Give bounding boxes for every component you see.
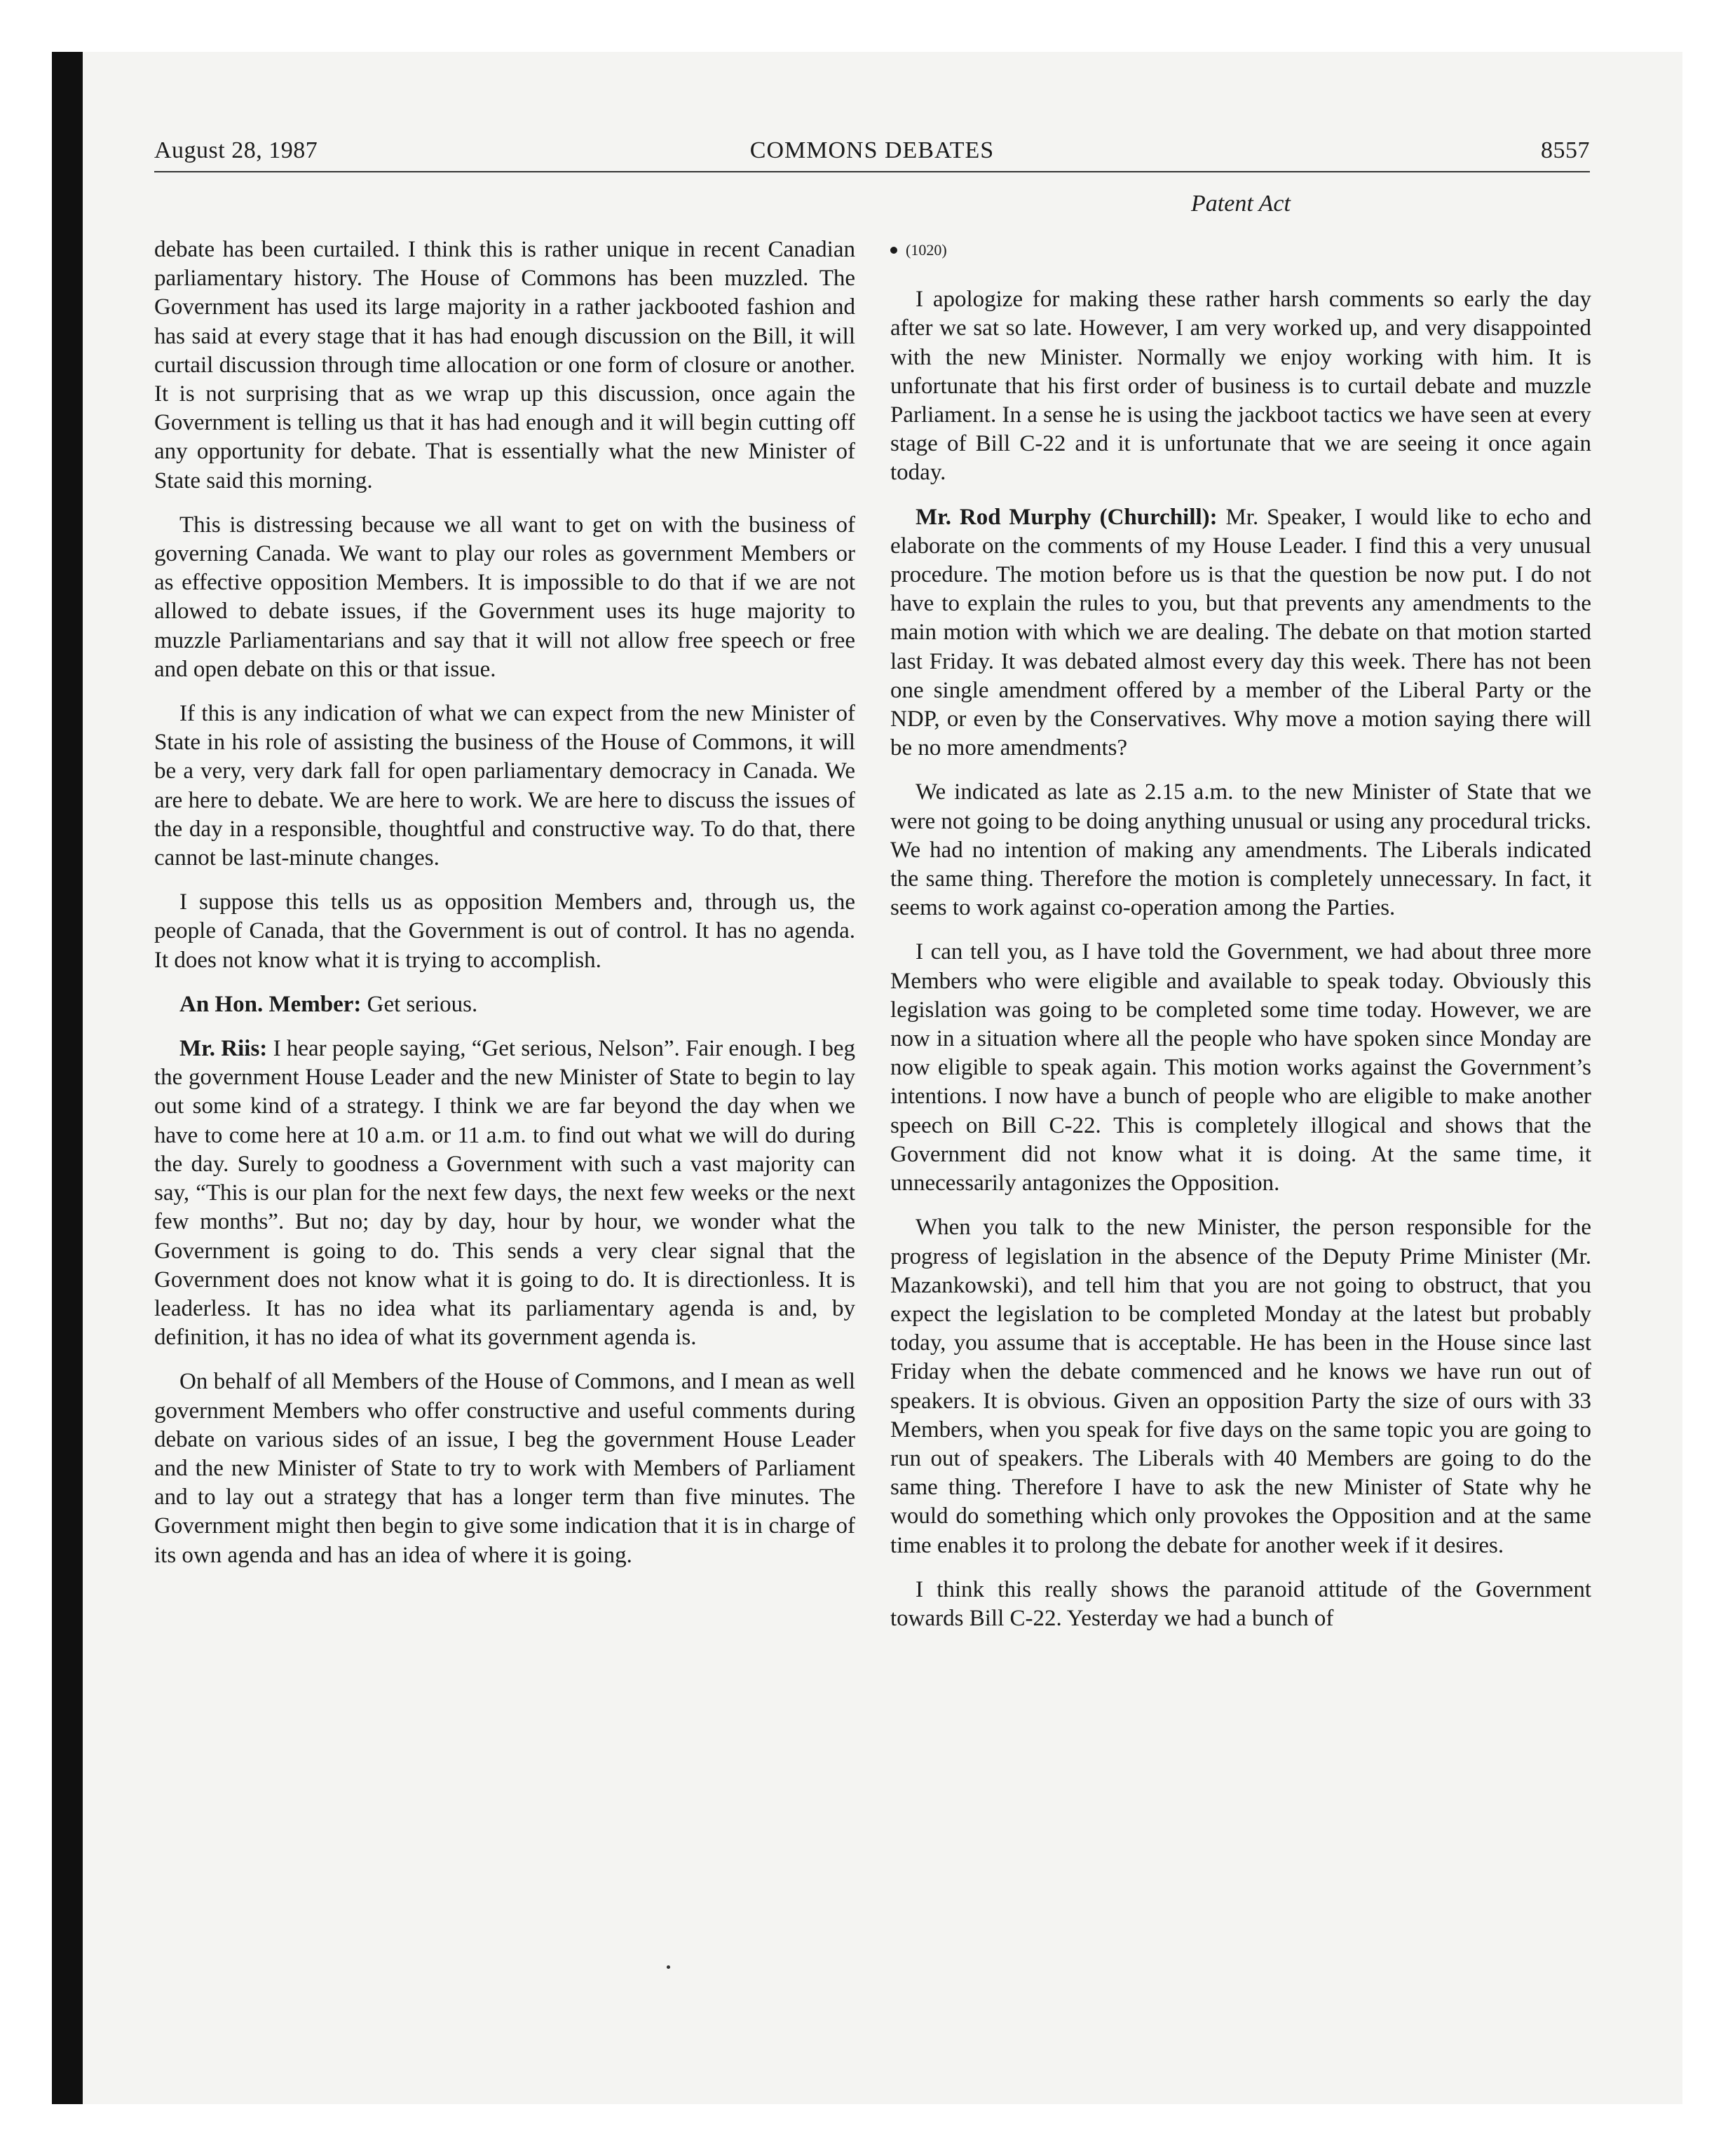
timestamp-marker — [890, 236, 1591, 264]
left-column — [154, 236, 855, 1585]
scan-speck — [667, 1965, 670, 1969]
speech-paragraph — [154, 990, 855, 1019]
running-subject: Patent Act — [1191, 191, 1291, 217]
speech-text: Get serious. — [361, 991, 478, 1017]
paragraph: If this is any indication of what we can expect from the new Minister of State in his role of assisting the business of the House of Commons, it will be a very, very dark fall for open parliamentary democracy in Canada. We are here to debate. We are here to work. We are here to discuss the issues of the day in a responsible, thoughtful and constructive way. To do that, there cannot be last-minute changes. — [154, 701, 855, 871]
page-header — [154, 137, 1590, 170]
header-page-number: 8557 — [1541, 137, 1590, 163]
paragraph: I think this really shows the paranoid attitude of the Government towards Bill C-22. Yesterday we had a bunch of — [890, 1576, 1591, 1631]
header-rule — [154, 171, 1590, 172]
bullet-icon — [890, 247, 897, 254]
paragraph: This is distressing because we all want to get on with the business of governing Canada. We want to play our roles as government Members or as effective opposition Members. It is impossible to do that if we are not allowed to debate issues, if the Government uses its huge majority to muzzle Parliamentarians and say that it will not allow free speech or free and open debate on this or that issue. — [154, 512, 855, 682]
right-column — [890, 236, 1591, 1649]
paragraph: When you talk to the new Minister, the person responsible for the progress of legislation in the absence of the Deputy Prime Minister (Mr. Mazankowski), and tell him that you are not going to obstruct, that you expect the legislation to be completed Monday at the latest but probably today, you assume that is acceptable. He has been in the House since last Friday when the debate commenced and he knows we have run out of speakers. It is obvious. Given an opposition Party the size of ours with 33 Members, when you speak for five days on the same topic you are going to run out of speakers. The Liberals with 40 Members are going to do the same thing. Therefore I have to ask the new Minister of State why he would do something which only provokes the Opposition and at the same time enables it to prolong the debate for another week if it desires. — [890, 1215, 1591, 1558]
speaker-name: Mr. Rod Murphy (Churchill): — [916, 504, 1218, 530]
speech-text: Mr. Speaker, I would like to echo and elaborate on the comments of my House Leader. I find this a very unusual procedure. The motion before us is that the question be now put. I do not have to explain the rules to you, but that prevents any amendments to the main motion with which we are dealing. The debate on that motion started last Friday. It was debated almost every day this week. There has not been one single amendment offered by a member of the Liberal Party or the NDP, or even by the Conservatives. Why move a motion saying there will be no more amendments? — [890, 504, 1591, 761]
paragraph: On behalf of all Members of the House of Commons, and I mean as well government Members who offer constructive and useful comments during debate on various sides of an issue, I beg the government House Leader and the new Minister of State to try to work with Members of Parliament and to lay out a strategy that has a longer term than five minutes. The Government might then begin to give some indication that it is in charge of its own agenda and has an idea of where it is going. — [154, 1369, 855, 1568]
paragraph: We indicated as late as 2.15 a.m. to the new Minister of State that we were not going to be doing anything unusual or using any procedural tricks. We had no intention of making any amendments. The Liberals indicated the same thing. Therefore the motion is completely unnecessary. In fact, it seems to work against co-operation among the Parties. — [890, 779, 1591, 921]
scan-edge-bar — [52, 52, 83, 2104]
speech-paragraph — [890, 503, 1591, 763]
paragraph: I suppose this tells us as opposition Members and, through us, the people of Canada, that the Government is out of control. It has no agenda. It does not know what it is trying to accomplish. — [154, 889, 855, 973]
speech-text: I hear people saying, “Get serious, Nelson”. Fair enough. I beg the government House Leader and the new Minister of State to begin to lay out some kind of a strategy. I think we are far beyond the day when we have to come here at 10 a.m. or 11 a.m. to find out what we will do during the day. Surely to goodness a Government with such a vast majority can say, “This is our plan for the next few days, the next few weeks or the next few months”. But no; day by day, hour by hour, we wonder what the Government is going to do. This sends a very clear signal that the Government does not know what it is going to do. It is directionless. It is leaderless. It has no idea what its parliamentary agenda is and, by definition, it has no idea of what its government agenda is. — [154, 1036, 856, 1351]
paragraph: I apologize for making these rather harsh comments so early the day after we sat so late. However, I am very worked up, and very disappointed with the new Minister. Normally we enjoy working with him. It is unfortunate that his first order of business is to curtail debate and muzzle Parliament. In a sense he is using the jackboot tactics we have seen at every stage of Bill C-22 and it is unfortunate that we are seeing it once again today. — [890, 287, 1591, 486]
paragraph: I can tell you, as I have told the Government, we had about three more Members who were eligible and available to speak today. Obviously this legislation was going to be completed some time today. However, we are now in a situation where all the people who have spoken since Monday are now eligible to speak again. This motion works against the Government’s intentions. I now have a bunch of people who are eligible to make another speech on Bill C-22. This is completely illogical and shows that the Government did not know what it is doing. At the same time, it unnecessarily antagonizes the Opposition. — [890, 939, 1591, 1196]
paragraph: debate has been curtailed. I think this is rather unique in recent Canadian parliamentary history. The House of Commons has been muzzled. The Government has used its large majority in a rather jackbooted fashion and has said at every stage that it has had enough discussion on the Bill, it will curtail discussion through time allocation or one form of closure or another. It is not surprising that as we wrap up this discussion, once again the Government is telling us that it has had enough and it will begin cutting off any opportunity for debate. That is essentially what the new Minister of State said this morning. — [154, 237, 855, 493]
speech-paragraph — [154, 1035, 855, 1352]
timestamp-text: (1020) — [906, 241, 947, 259]
speaker-name: Mr. Riis: — [179, 1036, 268, 1062]
header-publication: COMMONS DEBATES — [749, 137, 995, 163]
header-date: August 28, 1987 — [154, 137, 318, 163]
speaker-name: An Hon. Member: — [179, 991, 362, 1017]
